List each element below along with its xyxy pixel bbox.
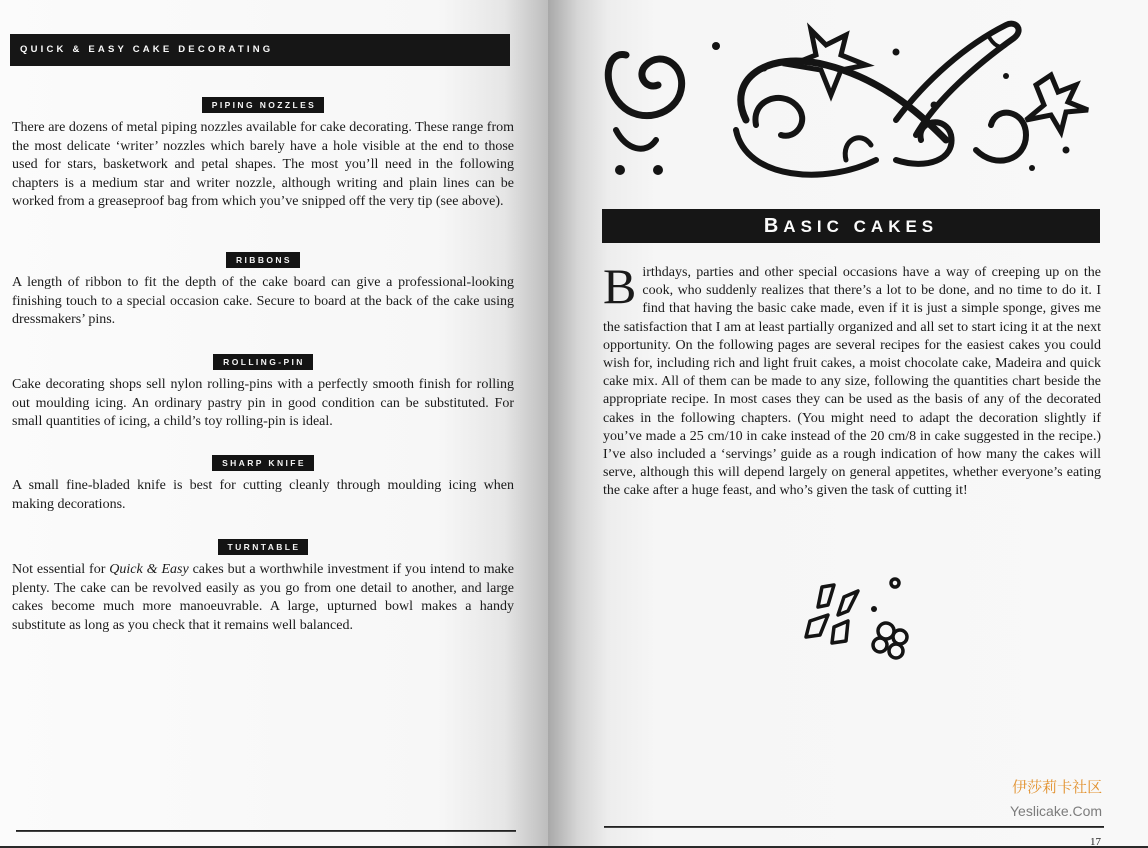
left-page: [0, 0, 548, 846]
section-heading: SHARP KNIFE: [212, 455, 314, 471]
watermark-chinese: 伊莎莉卡社区: [1012, 779, 1103, 796]
section-heading: PIPING NOZZLES: [202, 97, 324, 113]
section-heading: RIBBONS: [226, 252, 300, 268]
section-text: There are dozens of metal piping nozzles available for cake decorating. These range from the most delicate ‘writer’ nozzles which barely have a hole visible at the end to those used for stars, basketwork and petal shapes. The most you’ll need in the following chapters is a medium star and writer nozzle, although writing and plain lines can be worked from a greaseproof bag from which you’ve snipped off the very tip (see above).: [12, 120, 514, 209]
section-rolling-pin: [12, 352, 514, 432]
section-sharp-knife: [12, 453, 514, 514]
running-head: QUICK & EASY CAKE DECORATING: [10, 34, 510, 66]
swirl-spoon-star-illustration: [596, 10, 1106, 200]
page-number: 17: [1090, 836, 1101, 848]
watermark-site: Yeslicake.Com: [1010, 803, 1103, 819]
emphasis-quick-easy: Quick & Easy: [109, 562, 189, 577]
bottom-rule-right: [604, 826, 1104, 828]
chapter-title-bar: BASIC CAKES: [602, 209, 1100, 243]
intro-paragraph: Birthdays, parties and other special occasions have a way of creeping up on the cook, who suddenly realizes that there’s a lot to be done, and no time to do it. I find that having the basic cake made, even if it is just a simple sponge, gives me the satisfaction that I am at least partially organized and all set to start icing it at the next opportunity. On the following pages are several recipes for the easiest cakes you could wish for, including rich and light fruit cakes, a moist chocolate cake, Madeira and quick cake mix. All of them can be made to any size, following the quantities chart beside the appropriate recipe. In most cases they can be used as the basis of any of the decorated cakes in the following chapters. (You might need to adapt the decoration slightly if you’ve made a 25 cm/10 in cake instead of the 20 cm/8 in cake suggested in the recipe.) I’ve also included a ‘servings’ guide as a rough indication of how many the cakes will serve, although this will depend largely on general appetites, whether everyone’s eating the cake after a huge feast, and who’s given the task of cutting it!: [603, 258, 1101, 499]
section-text: Cake decorating shops sell nylon rolling-pins with a perfectly smooth finish for rolling out moulding icing. An ordinary pastry pin in good condition can be substituted. For small quantities of icing, a child’s toy rolling-pin is ideal.: [12, 377, 514, 429]
section-heading: TURNTABLE: [218, 539, 309, 555]
drop-cap: B: [603, 258, 637, 314]
section-piping-nozzles: [12, 95, 514, 212]
watermark: [1010, 776, 1102, 819]
section-text: Not essential for Quick & Easy cakes but a worthwhile investment if you intend to make plenty. The cake can be revolved easily as you go from one detail to another, and large cakes become much more manoeuvrable. A large, upturned bowl makes a handy substitute as long as you check that it remains well balanced.: [12, 562, 515, 633]
section-heading: ROLLING-PIN: [213, 354, 313, 370]
section-turntable: [12, 537, 514, 635]
section-ribbons: [12, 250, 514, 330]
section-text: A small fine-bladed knife is best for cutting cleanly through moulding icing when making decorations.: [12, 478, 514, 512]
diamond-flower-flourish-icon: [800, 575, 920, 665]
bottom-rule: [16, 830, 516, 832]
section-text: A length of ribbon to fit the depth of the cake board can give a professional-looking finishing touch to a special occasion cake. Secure to board at the back of the cake using dressmakers’ pins.: [12, 275, 514, 327]
